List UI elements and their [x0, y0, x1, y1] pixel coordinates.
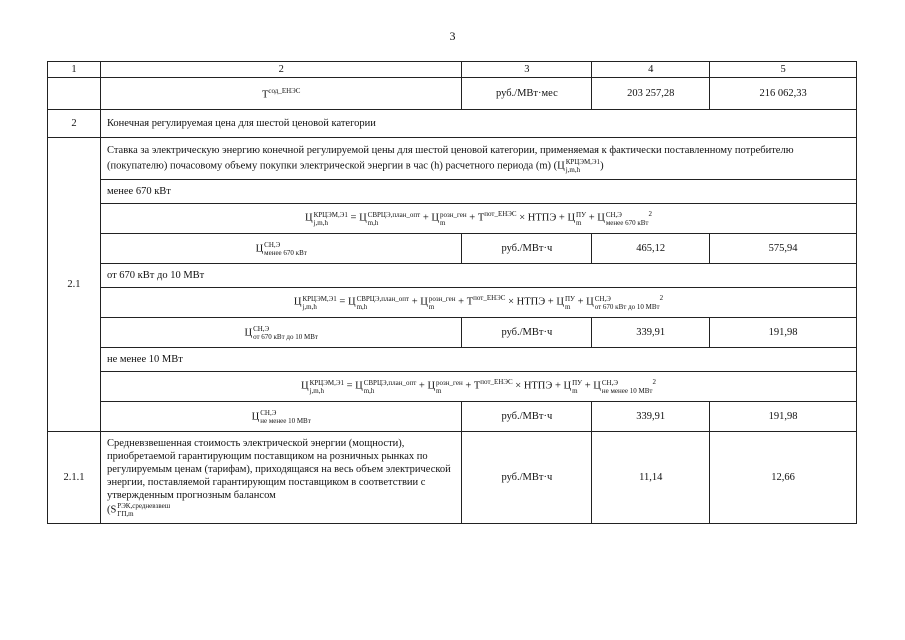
rate-value-2021: 339,91 [592, 402, 710, 432]
section-211-value-2022: 12,66 [710, 432, 857, 524]
section-211-desc: Средневзвешенная стоимость электрической энергии (мощности), приобретаемой гарантирующим поставщиком на розничных рынках по регулируемым ценам (тарифам), приходящаяся на весь объем электрической энергии, поставляемой гарантирующим поставщиком в соответствии с утвержденным прогнозным балансом (S РЭК,средневзвеш ГП,m [100, 432, 462, 524]
header-col-3: 3 [462, 62, 592, 78]
tariff-table [47, 61, 857, 524]
group-label: от 670 кВт до 10 МВт [100, 264, 856, 288]
formula: Ц КРЦЭМ,Э1 j,m,h = Ц СВРЦЭ,план_опт m,h + Ц розн_ген m + $Т^{пот\_ЕНЭС}$ × НТПЭ + Ц ПУ m + Ц СН,Э не менее 10 МВт $^2$ [100, 372, 856, 402]
formula-row [48, 204, 857, 234]
group-label-row [48, 180, 857, 204]
page-number: 3 [449, 29, 456, 43]
rate-symbol: Ц СН,Э от 670 кВт до 10 МВт [100, 318, 462, 348]
group-label-row [48, 348, 857, 372]
section-211-unit: руб./МВт·ч [462, 432, 592, 524]
header-col-1: 1 [48, 62, 101, 78]
tsod-unit: руб./МВт·мес [462, 78, 592, 110]
formula-row [48, 288, 857, 318]
section-211-value-2021: 11,14 [592, 432, 710, 524]
formula-row [48, 372, 857, 402]
section-211-row [48, 432, 857, 524]
section-2-title: Конечная регулируемая цена для шестой ценовой категории [100, 110, 856, 138]
rate-row [48, 318, 857, 348]
rate-row [48, 402, 857, 432]
group-label: менее 670 кВт [100, 180, 856, 204]
rate-symbol: Ц СН,Э менее 670 кВт [100, 234, 462, 264]
header-col-5: 5 [710, 62, 857, 78]
rate-symbol: Ц СН,Э не менее 10 МВт [100, 402, 462, 432]
rate-unit: руб./МВт·ч [462, 234, 592, 264]
tsod-value-2022: 216 062,33 [710, 78, 857, 110]
rate-value-2021: 465,12 [592, 234, 710, 264]
group-label-row [48, 264, 857, 288]
rate-value-2022: 191,98 [710, 318, 857, 348]
rate-unit: руб./МВт·ч [462, 402, 592, 432]
rate-value-2022: 191,98 [710, 402, 857, 432]
section-21-num: 2.1 [48, 138, 101, 432]
section-21-desc: Ставка за электрическую энергию конечной регулируемой цены для шестой ценовой категории, применяемая к фактически поставленному потребителю (покупателю) почасовому объему покупки электрической энергии в час (h) расчетного периода (m) (Ц КРЦЭМ,Э1 j,m,h ) [100, 138, 856, 180]
section-2-row [48, 110, 857, 138]
formula: Ц КРЦЭМ,Э1 j,m,h = Ц СВРЦЭ,план_опт m,h + Ц розн_ген m + $Т^{пот\_ЕНЭС}$ × НТПЭ + Ц ПУ m + Ц СН,Э менее 670 кВт $^2$ [100, 204, 856, 234]
section-2-num: 2 [48, 110, 101, 138]
row-tsod [48, 78, 857, 110]
formula: Ц КРЦЭМ,Э1 j,m,h = Ц СВРЦЭ,план_опт m,h + Ц розн_ген m + $Т^{пот\_ЕНЭС}$ × НТПЭ + Ц ПУ m + Ц СН,Э от 670 кВт до 10 МВт $^2$ [100, 288, 856, 318]
rate-unit: руб./МВт·ч [462, 318, 592, 348]
tsod-value-2021: 203 257,28 [592, 78, 710, 110]
header-col-4: 4 [592, 62, 710, 78]
header-col-2: 2 [100, 62, 462, 78]
section-211-num: 2.1.1 [48, 432, 101, 524]
rate-row [48, 234, 857, 264]
row-tsod-num [48, 78, 101, 110]
section-21-desc-row [48, 138, 857, 180]
rate-value-2022: 575,94 [710, 234, 857, 264]
group-label: не менее 10 МВт [100, 348, 856, 372]
rate-value-2021: 339,91 [592, 318, 710, 348]
tsod-symbol: $Т^{сод\_ЕНЭС}$ [100, 78, 462, 110]
header-row [48, 62, 857, 78]
